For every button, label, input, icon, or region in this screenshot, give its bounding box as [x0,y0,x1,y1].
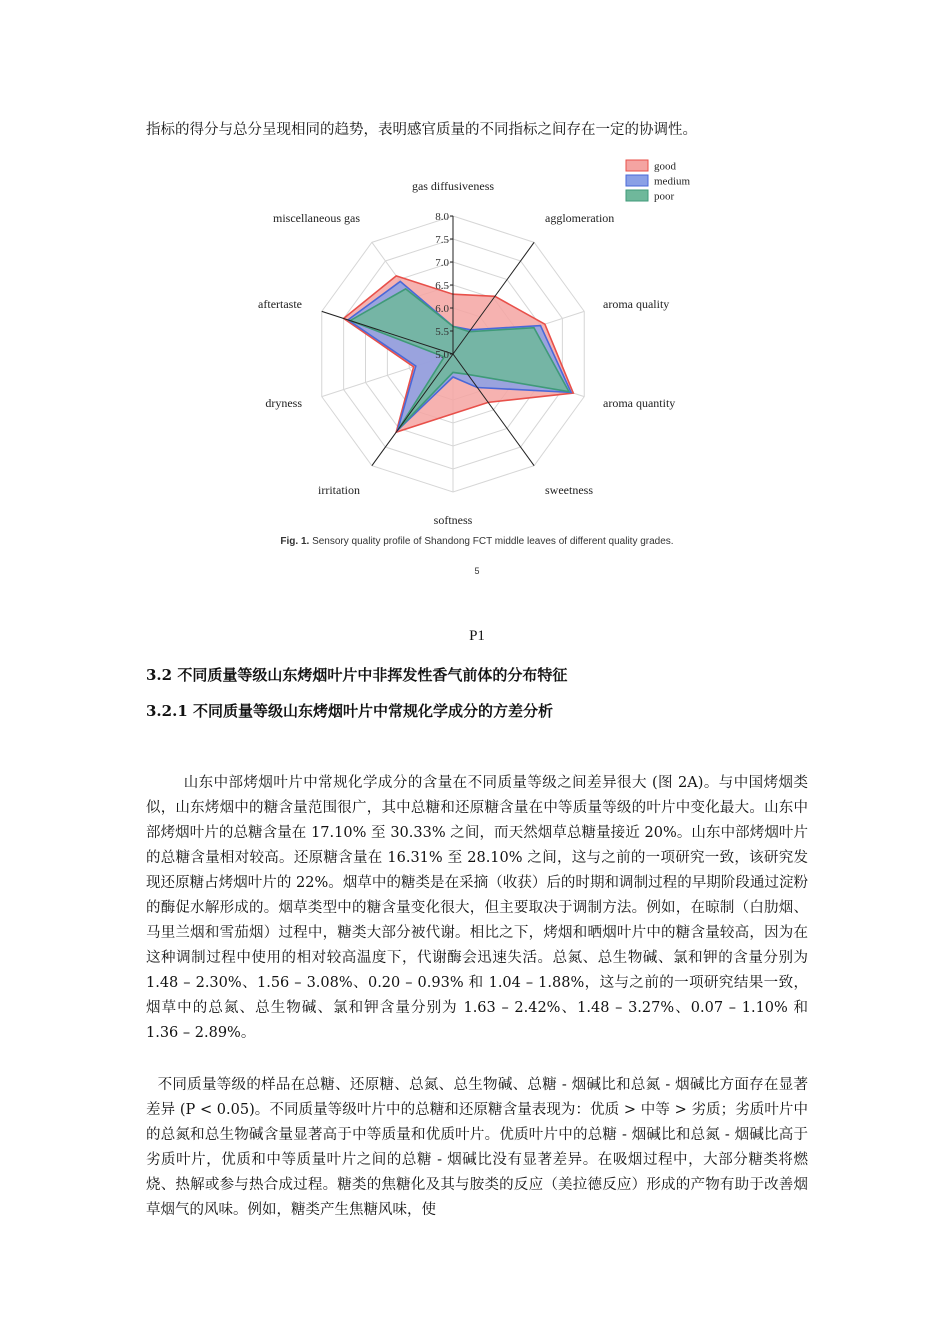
axis-label-dryness: dryness [265,396,302,410]
page-label: P1 [469,628,485,644]
axis-label-miscellaneous-gas: miscellaneous gas [273,211,360,225]
radar-tick-label: 7.5 [435,234,449,246]
axis-label-aftertaste: aftertaste [258,297,302,311]
axis-label-agglomeration: agglomeration [545,211,615,225]
radar-tick-label: 7.0 [435,257,449,269]
axis-label-irritation: irritation [318,483,360,497]
axis-label-aroma-quality: aroma quality [603,297,670,311]
legend-label-poor: poor [654,190,675,203]
legend-swatch-medium [626,175,648,186]
radar-tick-label: 6.0 [435,303,449,315]
axis-label-softness: softness [433,513,473,527]
axis-label-gas-diffusiveness: gas diffusiveness [411,179,495,193]
section-heading-3-2: 3.2 不同质量等级山东烤烟叶片中非挥发性香气前体的分布特征 [146,666,568,684]
figure-caption [146,536,808,547]
radar-chart [230,150,740,540]
radar-tick-label: 5.5 [435,326,449,338]
legend-swatch-good [626,160,648,171]
legend-label-good: good [654,160,676,173]
radar-figure [230,150,740,550]
paragraph-1: 山东中部烤烟叶片中常规化学成分的含量在不同质量等级之间差异很大 (图 2A)。与中国烤烟类似，山东烤烟中的糖含量范围很广，其中总糖和还原糖含量在中等质量等级的叶片中变化最大。山东中部烤烟叶片的总糖含量在 17.10% 至 30.33% 之间，而天然烟草总糖量接近 20%。山东中部烤烟叶片的总糖含量相对较高。还原糖含量在 16.31% 至 28.10% 之间，这与之前的一项研究一致，该研究发现还原糖占烤烟叶片的 22%。烟草中的糖类是在采摘（收获）后的时期和调制过程的早期阶段通过淀粉的酶促水解形成的。烟草类型中的糖含量变化很大，但主要取决于调制方法。例如，在晾制（白肋烟、马里兰烟和雪茄烟）过程中，糖类大部分被代谢。相比之下，烤烟和晒烟叶片中的糖含量较高，因为在这种调制过程中使用的相对较高温度下，代谢酶会迅速失活。总氮、总生物碱、氯和钾的含量分别为 1.48 – 2.30%、1.56 – 3.08%、0.20 – 0.93% 和 1.04 – 1.88%，这与之前的一项研究结果一致，烟草中的总氮、总生物碱、氯和钾含量分别为 1.63 – 2.42%、1.48 – 3.27%、0.07 – 1.10% 和 1.36 – 2.89%。 [146,775,808,1041]
caption-label: Fig. 1. [280,536,310,547]
intro-line: 指标的得分与总分呈现相同的趋势，表明感官质量的不同指标之间存在一定的协调性。 [146,122,697,138]
legend-swatch-poor [626,190,648,201]
axis-label-sweetness: sweetness [545,483,593,497]
caption-text: Sensory quality profile of Shandong FCT middle leaves of different quality grades. [312,536,674,547]
axis-label-aroma-quantity: aroma quantity [603,396,676,410]
paragraph-2: 不同质量等级的样品在总糖、还原糖、总氮、总生物碱、总糖 - 烟碱比和总氮 - 烟碱比方面存在显著差异 (P < 0.05)。不同质量等级叶片中的总糖和还原糖含量表现为：优质 > 中等 > 劣质；劣质叶片中的总氮和总生物碱含量显著高于中等质量和优质叶片。优质叶片中的总糖 - 烟碱比和总氮 - 烟碱比高于劣质叶片，优质和中等质量叶片之间的总糖 - 烟碱比没有显著差异。在吸烟过程中，大部分糖类将燃烧、热解或参与热合成过程。糖类的焦糖化及其与胺类的反应（美拉德反应）形成的产物有助于改善烟草烟气的风味。例如，糖类产生焦糖风味，使 [146,1077,808,1218]
radar-tick-label: 5.0 [435,349,449,361]
section-heading-3-2-1: 3.2.1 不同质量等级山东烤烟叶片中常规化学成分的方差分析 [146,702,553,720]
radar-tick-label: 6.5 [435,280,449,292]
legend-label-medium: medium [654,175,691,188]
inner-page-number: 5 [474,566,480,576]
radar-tick-label: 8.0 [435,211,449,223]
